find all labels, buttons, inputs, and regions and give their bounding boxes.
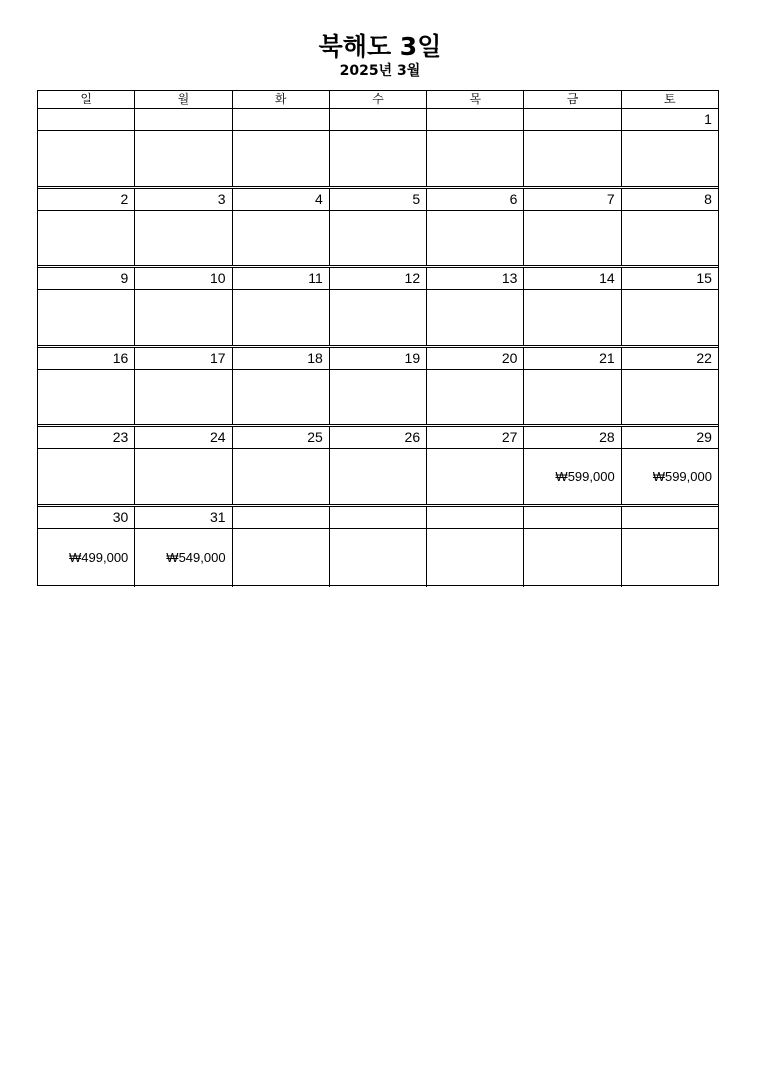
- weekday-header-sun: 일: [38, 91, 135, 108]
- weekday-header-mon: 월: [135, 91, 232, 108]
- day-cell[interactable]: [38, 268, 135, 345]
- weekday-header-thu: 목: [427, 91, 524, 108]
- day-price: [330, 370, 426, 425]
- day-cell[interactable]: [524, 268, 621, 345]
- day-price: ₩599,000: [652, 469, 712, 485]
- day-number: [427, 109, 523, 131]
- day-cell[interactable]: [622, 109, 718, 186]
- weekday-header-wed: 수: [330, 91, 427, 108]
- day-number: 22: [622, 348, 718, 370]
- day-number: 9: [38, 268, 134, 290]
- day-number: 19: [330, 348, 426, 370]
- page-subtitle: 2025년 3월: [339, 63, 421, 79]
- day-price: [524, 370, 620, 425]
- day-number: 2: [38, 189, 134, 211]
- day-number: 6: [427, 189, 523, 211]
- day-price: [427, 131, 523, 186]
- day-number: 10: [135, 268, 231, 290]
- day-number: 31: [135, 507, 231, 529]
- week-row: [38, 348, 718, 428]
- day-price: [38, 370, 134, 425]
- day-cell[interactable]: [38, 507, 135, 587]
- day-price: [38, 290, 134, 345]
- weekday-header-row: [38, 91, 718, 109]
- day-price: [427, 370, 523, 425]
- day-price: [622, 370, 718, 425]
- day-cell[interactable]: [233, 109, 330, 186]
- day-cell[interactable]: [330, 427, 427, 504]
- day-price: [622, 211, 718, 266]
- day-number: [330, 507, 426, 529]
- day-cell[interactable]: [135, 189, 232, 266]
- day-price: [524, 131, 620, 186]
- day-cell[interactable]: [524, 507, 621, 587]
- day-cell[interactable]: [427, 348, 524, 425]
- day-price: [135, 131, 231, 186]
- day-number: 8: [622, 189, 718, 211]
- day-price: [427, 529, 523, 587]
- day-number: [135, 109, 231, 131]
- day-price: [330, 211, 426, 266]
- day-cell[interactable]: [233, 348, 330, 425]
- day-cell[interactable]: [233, 189, 330, 266]
- day-price: [38, 449, 134, 504]
- day-cell[interactable]: [622, 507, 718, 587]
- day-number: 16: [38, 348, 134, 370]
- day-price: [135, 370, 231, 425]
- day-price: [38, 211, 134, 266]
- day-price: [38, 131, 134, 186]
- week-row: [38, 189, 718, 269]
- weekday-header-sat: 토: [664, 92, 676, 106]
- day-number: 18: [233, 348, 329, 370]
- weekday-header-fri: 금: [524, 91, 621, 108]
- day-price: ₩499,000: [69, 550, 129, 566]
- day-number: [233, 109, 329, 131]
- day-cell[interactable]: [622, 348, 718, 425]
- day-cell[interactable]: [524, 189, 621, 266]
- day-number: 7: [524, 189, 620, 211]
- day-number: [233, 507, 329, 529]
- day-number: 29: [622, 427, 718, 449]
- weeks-container: [38, 109, 718, 587]
- day-number: 15: [622, 268, 718, 290]
- day-price: [233, 370, 329, 425]
- day-price: [330, 449, 426, 504]
- day-cell[interactable]: [427, 427, 524, 504]
- day-cell[interactable]: [524, 427, 621, 504]
- day-price: [233, 529, 329, 587]
- day-cell[interactable]: [38, 189, 135, 266]
- day-price: [524, 529, 620, 587]
- day-cell[interactable]: [135, 507, 232, 587]
- day-cell[interactable]: [427, 109, 524, 186]
- day-price: ₩549,000: [166, 550, 226, 566]
- day-cell[interactable]: [622, 427, 718, 504]
- day-number: [427, 507, 523, 529]
- day-cell[interactable]: [233, 507, 330, 587]
- day-cell[interactable]: [622, 189, 718, 266]
- day-number: 17: [135, 348, 231, 370]
- day-number: 11: [233, 268, 329, 290]
- day-price: [135, 290, 231, 345]
- day-number: [524, 507, 620, 529]
- week-row: [38, 109, 718, 189]
- day-price: [622, 290, 718, 345]
- day-price: [233, 131, 329, 186]
- day-cell[interactable]: [427, 189, 524, 266]
- day-price: [330, 529, 426, 587]
- day-cell[interactable]: [38, 427, 135, 504]
- day-price: [622, 131, 718, 186]
- day-number: 30: [38, 507, 134, 529]
- day-cell[interactable]: [524, 109, 621, 186]
- day-number: 5: [330, 189, 426, 211]
- day-number: 28: [524, 427, 620, 449]
- day-number: 1: [622, 109, 718, 131]
- day-price: [135, 449, 231, 504]
- day-cell[interactable]: [622, 268, 718, 345]
- day-cell[interactable]: [38, 348, 135, 425]
- day-number: 26: [330, 427, 426, 449]
- day-cell[interactable]: [38, 109, 135, 186]
- day-price: [135, 211, 231, 266]
- day-number: 4: [233, 189, 329, 211]
- day-price: [427, 290, 523, 345]
- day-price: [233, 449, 329, 504]
- day-cell[interactable]: [135, 348, 232, 425]
- day-cell[interactable]: [330, 189, 427, 266]
- day-number: [38, 109, 134, 131]
- day-price: [622, 529, 718, 587]
- week-row: [38, 507, 718, 587]
- day-cell[interactable]: [330, 348, 427, 425]
- day-number: 21: [524, 348, 620, 370]
- week-row: [38, 427, 718, 507]
- day-number: 24: [135, 427, 231, 449]
- day-cell[interactable]: [135, 268, 232, 345]
- day-cell[interactable]: [330, 507, 427, 587]
- week-row: [38, 268, 718, 348]
- day-price: [524, 290, 620, 345]
- calendar-grid: [37, 90, 719, 586]
- weekday-header-tue: 화: [233, 91, 330, 108]
- day-price: [427, 211, 523, 266]
- day-number: [524, 109, 620, 131]
- day-cell[interactable]: [524, 348, 621, 425]
- day-price: [330, 290, 426, 345]
- day-number: 25: [233, 427, 329, 449]
- day-price: [524, 211, 620, 266]
- day-number: 3: [135, 189, 231, 211]
- day-number: 14: [524, 268, 620, 290]
- day-number: [622, 507, 718, 529]
- day-number: 12: [330, 268, 426, 290]
- day-cell[interactable]: [427, 507, 524, 587]
- day-number: 23: [38, 427, 134, 449]
- day-number: 27: [427, 427, 523, 449]
- day-price: ₩599,000: [555, 469, 615, 485]
- day-price: [330, 131, 426, 186]
- day-cell[interactable]: [135, 109, 232, 186]
- day-cell[interactable]: [427, 268, 524, 345]
- page-title: 북해도 3일: [318, 32, 442, 61]
- day-number: 20: [427, 348, 523, 370]
- day-cell[interactable]: [233, 427, 330, 504]
- day-number: [330, 109, 426, 131]
- day-cell[interactable]: [330, 268, 427, 345]
- day-cell[interactable]: [330, 109, 427, 186]
- day-cell[interactable]: [135, 427, 232, 504]
- day-price: [233, 211, 329, 266]
- day-number: 13: [427, 268, 523, 290]
- day-price: [427, 449, 523, 504]
- day-cell[interactable]: [233, 268, 330, 345]
- day-price: [233, 290, 329, 345]
